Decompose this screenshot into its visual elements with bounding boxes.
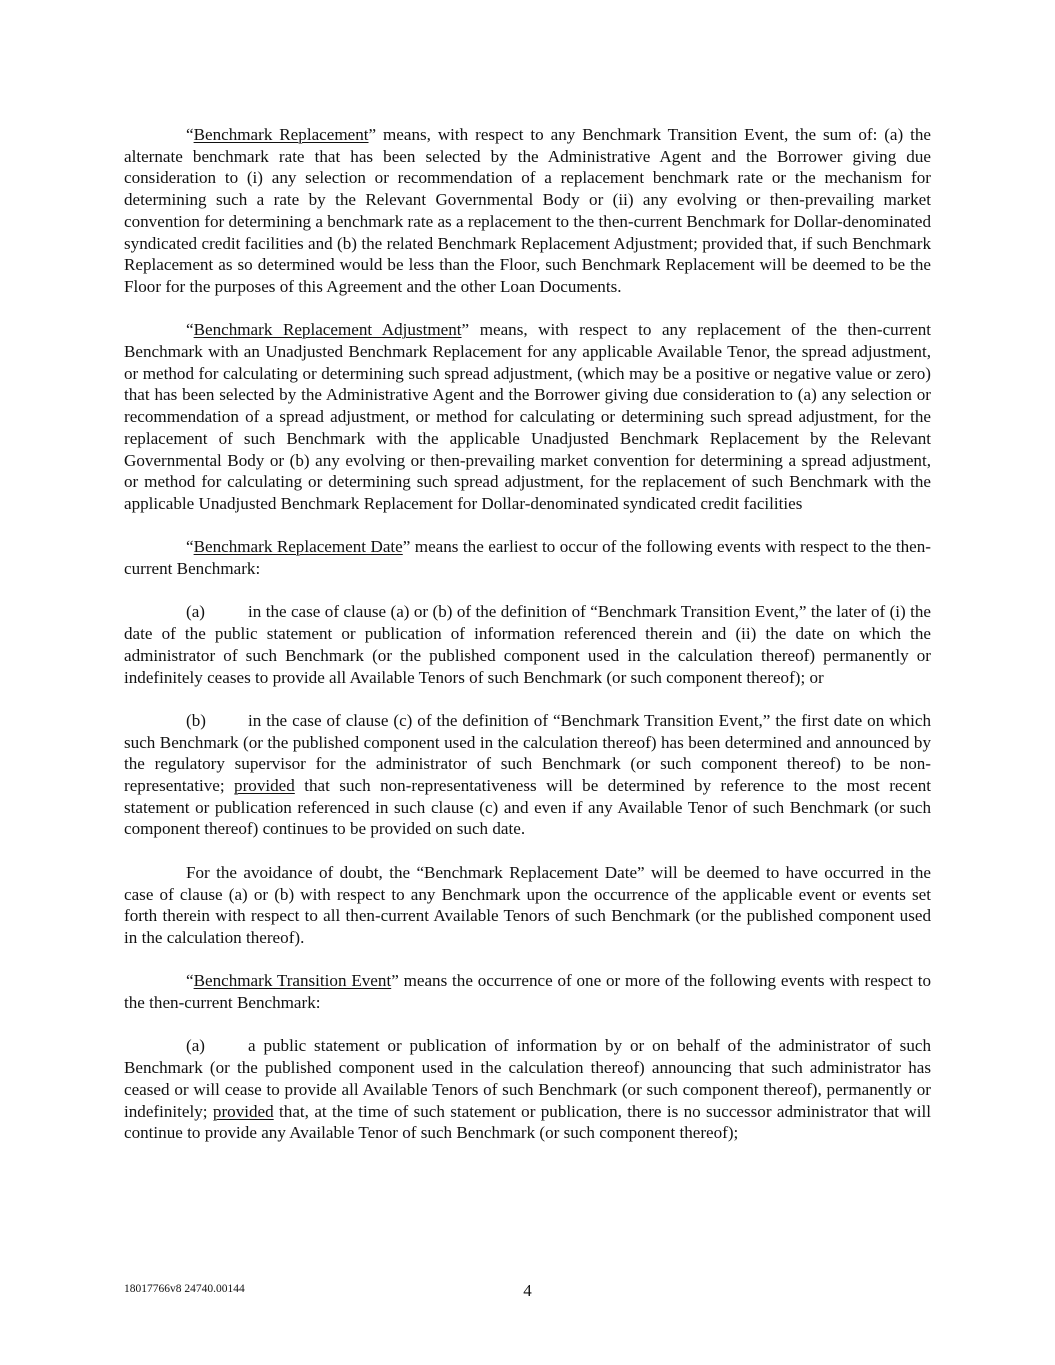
open-quote: “ [186,971,194,991]
page-body [124,124,931,1166]
page-number: 4 [523,1281,532,1300]
defined-term: Benchmark Transition Event [193,971,392,991]
provided-term: provided [212,1101,274,1121]
open-quote: “ [186,125,194,144]
definition-benchmark-replacement [124,124,931,298]
definition-benchmark-transition-event [124,970,931,1013]
provided-term: provided [234,776,295,796]
clause-text: in the case of clause (c) of the definition of “Benchmark Transition Event,” the first date on which such Benchmark (or the published component used in the calculation thereof) has been determined and announced by the regulatory supervisor for the administrator of such Benchmark (or such component thereof) to be non-representative; [124,710,931,796]
clause-b-replacement-date [124,710,931,840]
clause-label: (a) [186,1036,205,1056]
clause-a-replacement-date [124,601,931,688]
definition-text: ” means, with respect to any replacement of the then-current Benchmark with an Unadjusted Benchmark Replacement for any applicable Available Tenor, the spread adjustment, or method for calculating or determining such spread adjustment, (which may be a positive or negative value or zero) that has been selected by the Administrative Agent and the Borrower giving due consideration to (a) any selection or recommendation of a spread adjustment, or method for calculating or determining such spread adjustment, for the replacement of such Benchmark with the applicable Unadjusted Benchmark Replacement by the Relevant Governmental Body or (b) any evolving or then-prevailing market convention for determining a spread adjustment, or method for calculating or determining such spread adjustment, for the replacement of such Benchmark with the applicable Unadjusted Benchmark Replacement for Dollar-denominated syndicated credit facilities [124,320,931,513]
definition-text: ” means, with respect to any Benchmark Transition Event, the sum of: (a) the alternate benchmark rate that has been selected by the Administrative Agent and the Borrower giving due consideration to (i) any selection or recommendation of a replacement benchmark rate or the mechanism for determining such a rate by the Relevant Governmental Body or (ii) any evolving or then-prevailing market convention for determining a benchmark rate as a replacement to the then-current Benchmark for Dollar-denominated syndicated credit facilities and (b) the related Benchmark Replacement Adjustment; provided that, if such Benchmark Replacement as so determined would be less than the Floor, such Benchmark Replacement will be deemed to be the Floor for the purposes of this Agreement and the other Loan Documents. [124,125,931,296]
clause-text-continued: that, at the time of such statement or publication, there is no successor administrator that will continue to provide any Available Tenor of such Benchmark (or such component thereof); [124,1101,932,1143]
clause-text-continued: that such non-representativeness will be determined by reference to the most recent statement or publication referenced in such clause (c) and even if any Available Tenor of such Benchmark (or such component thereof) continues to be provided on such date. [124,776,931,839]
definition-text: ” means the earliest to occur of the following events with respect to the then-current Benchmark: [124,537,931,579]
clause-text: in the case of clause (a) or (b) of the definition of “Benchmark Transition Event,” the later of (i) the date of the public statement or publication of information referenced therein and (ii) the date on which the administrator of such Benchmark (or the published component used in the calculation thereof) permanently or indefinitely ceases to provide all Available Tenors of such Benchmark (or such component thereof); or [124,602,931,687]
definition-benchmark-replacement-date [124,536,931,579]
clause-label: (b) [186,710,206,730]
avoidance-of-doubt-paragraph: For the avoidance of doubt, the “Benchmark Replacement Date” will be deemed to have occurred in the case of clause (a) or (b) with respect to any Benchmark upon the occurrence of the applicable event or events set forth therein with respect to all then-current Available Tenors of such Benchmark (or the published component used in the calculation thereof). [124,862,931,947]
document-id: 18017766v8 24740.00144 [124,1283,245,1295]
clause-text: a public statement or publication of information by or on behalf of the administrator of such Benchmark (or the published component used in the calculation thereof) announcing that such administrator has ceased or will cease to provide all Available Tenors of such Benchmark (or such component thereof), permanently or indefinitely; [124,1036,931,1121]
defined-term: Benchmark Replacement Adjustment [193,320,462,340]
definition-text: ” means the occurrence of one or more of the following events with respect to the then-current Benchmark: [124,971,932,1013]
open-quote: “ [186,320,194,340]
clause-label: (a) [186,602,205,622]
open-quote: “ [186,537,194,557]
defined-term: Benchmark Replacement Date [193,537,403,557]
definition-benchmark-replacement-adjustment [124,319,931,514]
defined-term: Benchmark Replacement [193,125,369,144]
clause-a-transition-event [124,1035,931,1144]
